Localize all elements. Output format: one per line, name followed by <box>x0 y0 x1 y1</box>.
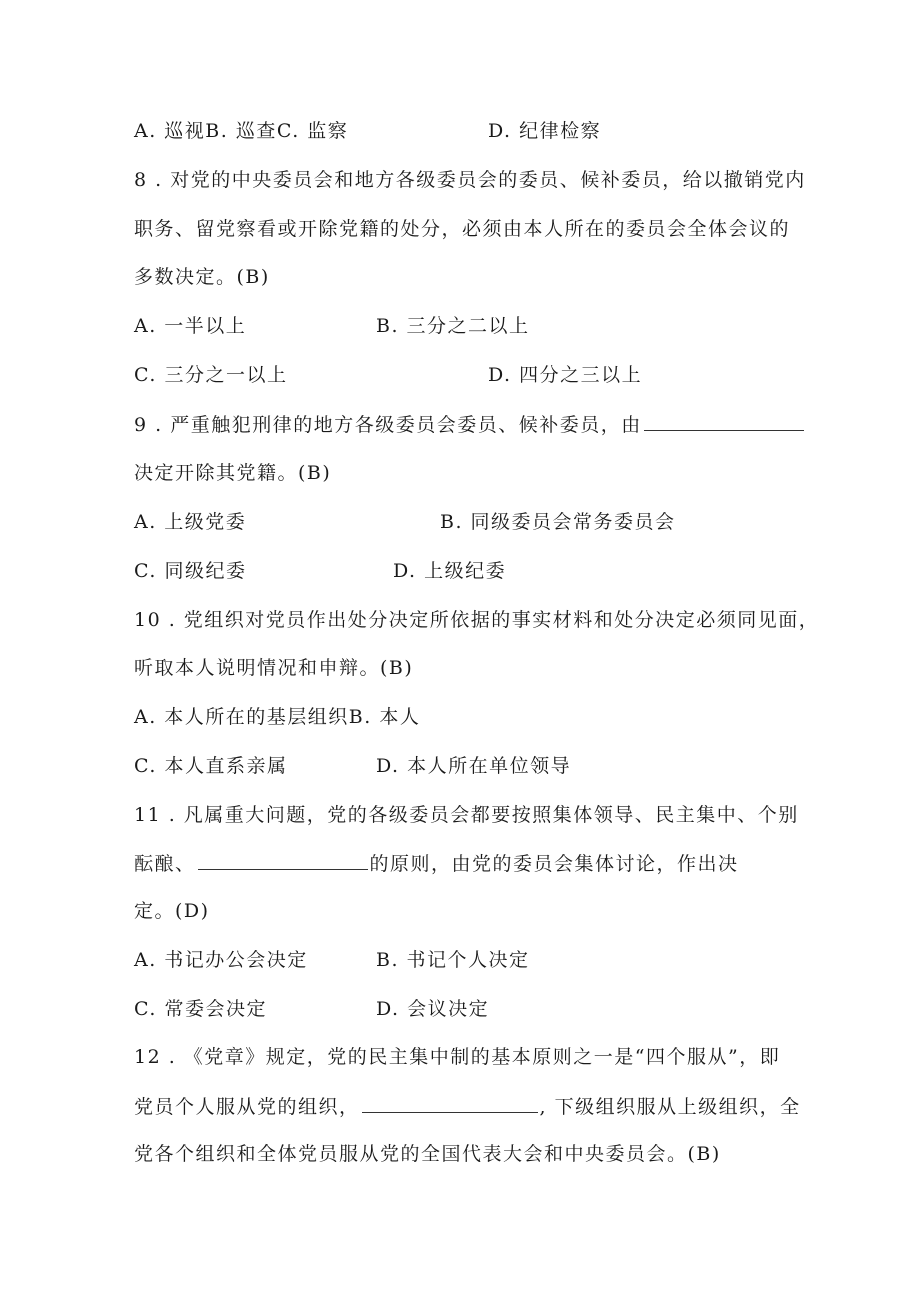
q9-option-a: A. 上级党委 <box>134 511 247 533</box>
q12-text-line1: 12 . 《党章》规定，党的民主集中制的基本原则之一是“四个服从”，即 <box>134 1046 781 1068</box>
q12-text-line3: 党各个组织和全体党员服从党的全国代表大会和中央委员会。(B) <box>134 1143 721 1165</box>
q9-option-d: D. 上级纪委 <box>393 560 507 582</box>
q10-option-c: C. 本人直系亲属 <box>134 755 288 777</box>
q8-text-line1: 8 . 对党的中央委员会和地方各级委员会的委员、候补委员，给以撤销党内 <box>134 169 806 191</box>
q11-option-b: B. 书记个人决定 <box>376 949 530 971</box>
q10-option-d: D. 本人所在单位领导 <box>376 755 572 777</box>
q11-text-line1: 11 . 凡属重大问题，党的各级委员会都要按照集体领导、民主集中、个别 <box>134 804 799 826</box>
q8-option-d: D. 四分之三以上 <box>488 364 643 386</box>
q9-text-line1-content: 9 . 严重触犯刑律的地方各级委员会委员、候补委员，由 <box>134 414 642 436</box>
answer-blank <box>644 412 804 431</box>
q10-option-ab: A. 本人所在的基层组织B. 本人 <box>134 706 421 728</box>
q12-text-line2-after: , 下级组织服从上级组织，全 <box>539 1096 801 1118</box>
q11-text-line2 <box>134 851 739 876</box>
q11-option-c: C. 常委会决定 <box>134 998 267 1020</box>
q8-text-line3: 多数决定。(B) <box>134 266 270 288</box>
q11-text-line3: 定。(D) <box>134 900 210 922</box>
q8-option-a: A. 一半以上 <box>134 315 247 337</box>
q10-text-line1: 10 . 党组织对党员作出处分决定所依据的事实材料和处分决定必须同见面， <box>134 609 820 631</box>
q8-option-b: B. 三分之二以上 <box>376 315 530 337</box>
q9-text-line1 <box>134 412 806 437</box>
q8-text-line2: 职务、留党察看或开除党籍的处分，必须由本人所在的委员会全体会议的 <box>134 218 791 240</box>
q12-text-line2-before: 党员个人服从党的组织， <box>134 1096 360 1118</box>
q10-text-line2: 听取本人说明情况和申辩。(B) <box>134 657 414 679</box>
q11-text-line2-after: 的原则，由党的委员会集体讨论，作出决 <box>369 853 739 875</box>
q12-text-line2 <box>134 1094 801 1119</box>
q7-option-d: D. 纪律检察 <box>488 120 602 142</box>
q9-option-c: C. 同级纪委 <box>134 560 247 582</box>
q8-option-c: C. 三分之一以上 <box>134 364 288 386</box>
q11-option-d: D. 会议决定 <box>376 998 490 1020</box>
q11-text-line2-before: 酝酿、 <box>134 853 196 875</box>
q9-text-line2: 决定开除其党籍。(B) <box>134 462 332 484</box>
q9-option-b: B. 同级委员会常务委员会 <box>440 511 676 533</box>
answer-blank <box>198 851 368 870</box>
q7-options-abc: A. 巡视B. 巡查C. 监察 <box>134 120 349 142</box>
answer-blank <box>362 1094 538 1113</box>
q11-option-a: A. 书记办公会决定 <box>134 949 308 971</box>
